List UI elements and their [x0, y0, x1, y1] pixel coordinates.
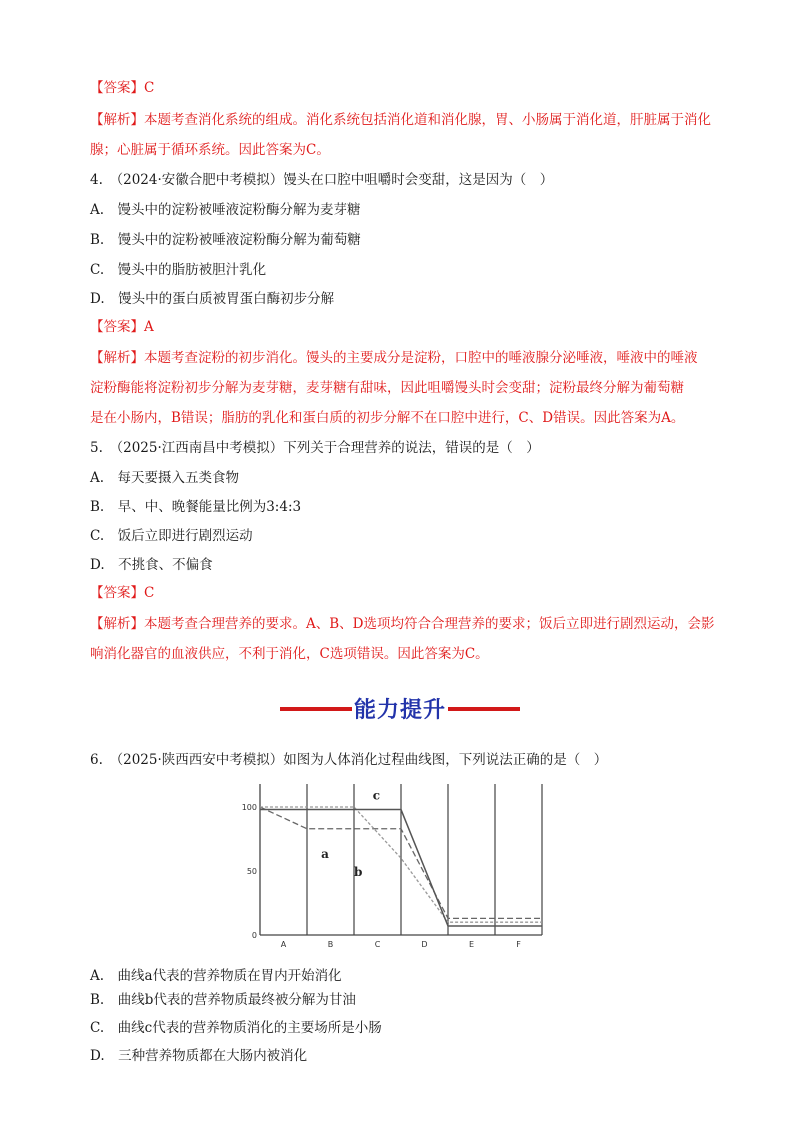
text-line-q4a: A. 馒头中的淀粉被唾液淀粉酶分解为麦芽糖: [90, 202, 361, 218]
text-line-exp5b: 响消化器官的血液供应，不利于消化，C选项错误。因此答案为C。: [90, 646, 489, 662]
text-line-ans5: 【答案】C: [90, 585, 155, 601]
y-tick-label-50: 50: [246, 867, 257, 876]
section-banner: [280, 694, 520, 726]
text-line-q4: 4. （2024·安徽合肥中考模拟）馒头在口腔中咀嚼时会变甜，这是因为（ ）: [90, 172, 554, 188]
x-tick-label-D: D: [421, 940, 428, 949]
text-line-q6c: C. 曲线c代表的营养物质消化的主要场所是小肠: [90, 1020, 382, 1036]
curve-label-c: c: [372, 788, 381, 803]
banner-right-bar: [448, 707, 520, 711]
text-line-q5d: D. 不挑食、不偏食: [90, 557, 213, 573]
curve-label-b: b: [354, 865, 363, 880]
text-line-q6a: A. 曲线a代表的营养物质在胃内开始消化: [90, 968, 342, 984]
y-tick-label-100: 100: [241, 803, 257, 812]
text-line-ans3: 【答案】C: [90, 80, 155, 96]
text-line-exp3a: 【解析】本题考查消化系统的组成。消化系统包括消化道和消化腺，胃、小肠属于消化道，肝脏属于消化: [90, 112, 711, 128]
text-line-q4d: D. 馒头中的蛋白质被胃蛋白酶初步分解: [90, 291, 335, 307]
digestion-curve-chart: [236, 782, 556, 952]
text-line-q6b: B. 曲线b代表的营养物质最终被分解为甘油: [90, 992, 356, 1008]
curve-label-a: a: [321, 847, 329, 862]
x-tick-label-E: E: [468, 940, 475, 949]
x-tick-label-A: A: [280, 940, 287, 949]
text-line-q5b: B. 早、中、晚餐能量比例为3:4:3: [90, 499, 302, 515]
text-line-q4c: C. 馒头中的脂肪被胆汁乳化: [90, 262, 267, 278]
x-tick-label-F: F: [516, 940, 521, 949]
text-line-exp3b: 腺；心脏属于循环系统。因此答案为C。: [90, 142, 330, 158]
text-line-exp4b: 淀粉酶能将淀粉初步分解为麦芽糖，麦芽糖有甜味，因此咀嚼馒头时会变甜；淀粉最终分解为葡萄糖: [90, 380, 684, 396]
text-line-exp4a: 【解析】本题考查淀粉的初步消化。馒头的主要成分是淀粉，口腔中的唾液腺分泌唾液，唾液中的唾液: [90, 350, 698, 366]
text-line-q5c: C. 饭后立即进行剧烈运动: [90, 528, 253, 544]
x-tick-label-B: B: [327, 940, 334, 949]
text-line-ans4: 【答案】A: [90, 319, 154, 335]
section-heading: 能力提升: [354, 697, 447, 723]
text-line-exp5a: 【解析】本题考查合理营养的要求。A、B、D选项均符合合理营养的要求；饭后立即进行剧烈运动，会影: [90, 616, 715, 632]
text-line-q4b: B. 馒头中的淀粉被唾液淀粉酶分解为葡萄糖: [90, 232, 361, 248]
text-line-q5a: A. 每天要摄入五类食物: [90, 470, 240, 486]
x-tick-label-C: C: [374, 940, 381, 949]
y-tick-label-0: 0: [251, 931, 257, 940]
text-line-q5: 5. （2025·江西南昌中考模拟）下列关于合理营养的说法，错误的是（ ）: [90, 440, 540, 456]
text-line-q6d: D. 三种营养物质都在大肠内被消化: [90, 1048, 308, 1064]
text-line-q6: 6. （2025·陕西西安中考模拟）如图为人体消化过程曲线图，下列说法正确的是（ ）: [90, 752, 608, 768]
text-line-exp4c: 是在小肠内，B错误；脂肪的乳化和蛋白质的初步分解不在口腔中进行，C、D错误。因此答案为A。: [90, 410, 685, 426]
banner-left-bar: [280, 707, 352, 711]
